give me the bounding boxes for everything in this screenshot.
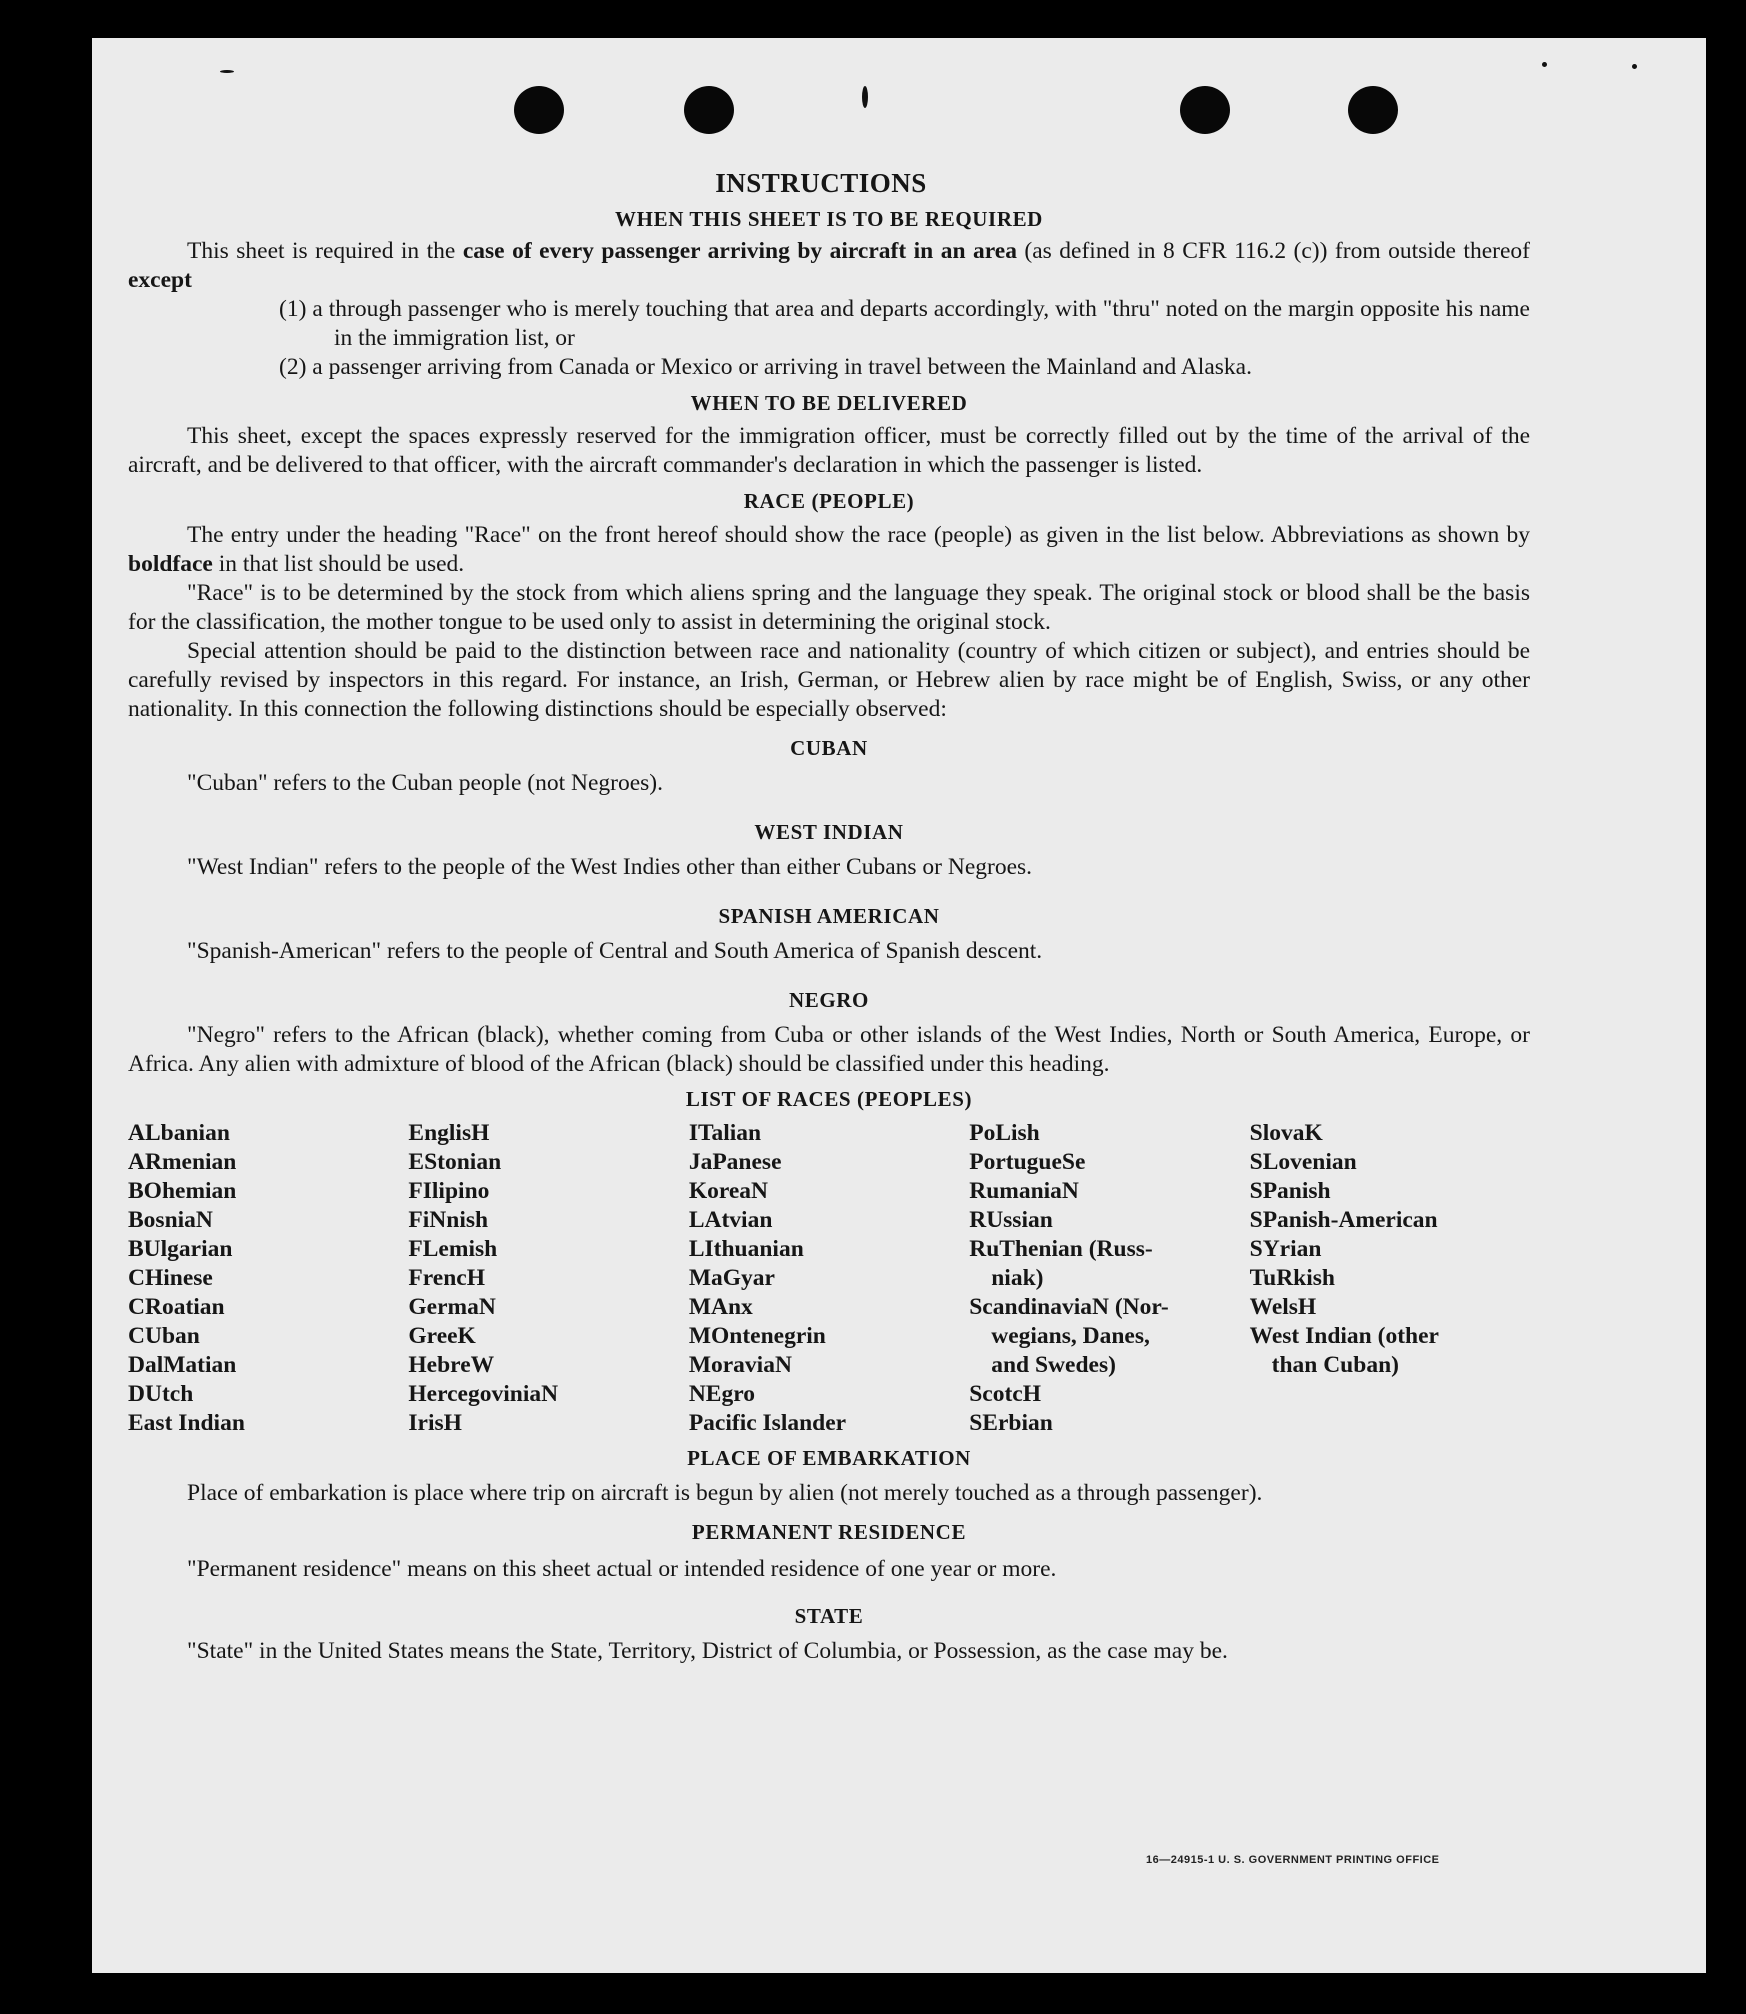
race-item: West Indian (other bbox=[1249, 1322, 1439, 1349]
race-item: TuRkish bbox=[1249, 1264, 1335, 1291]
race-item: ScotcH bbox=[969, 1380, 1042, 1407]
race-paragraph-2: "Race" is to be determined by the stock from which aliens spring and the language they speak. The original stock or blood shall be the basis for the classification, the mother tongue to be used only to assist in determining the original stock. bbox=[128, 579, 1530, 635]
race-item: niak) bbox=[991, 1264, 1044, 1291]
embarkation-text: Place of embarkation is place where trip on aircraft is begun by alien (not merely touched as a through passenger). bbox=[187, 1479, 1263, 1506]
race-item: DUtch bbox=[128, 1380, 194, 1407]
race-item: ALbanian bbox=[128, 1119, 230, 1146]
race-item: MOntenegrin bbox=[688, 1322, 826, 1349]
races-column bbox=[1250, 1119, 1530, 1438]
race-item: and Swedes) bbox=[991, 1351, 1116, 1378]
heading-west-indian: WEST INDIAN bbox=[754, 819, 904, 844]
race-item: NEgro bbox=[688, 1380, 755, 1407]
race-item: LIthuanian bbox=[688, 1235, 804, 1262]
race-item: CRoatian bbox=[128, 1293, 225, 1320]
cuban-text: "Cuban" refers to the Cuban people (not Negroes). bbox=[187, 769, 663, 796]
race-item: JaPanese bbox=[688, 1148, 782, 1175]
race-item: ScandinaviaN (Nor- bbox=[969, 1293, 1169, 1320]
heading-state: STATE bbox=[794, 1603, 864, 1628]
punch-hole bbox=[1180, 86, 1230, 134]
residence-text: "Permanent residence" means on this sheet actual or intended residence of one year or more. bbox=[187, 1555, 1057, 1582]
heading-race: RACE (PEOPLE) bbox=[743, 489, 915, 514]
heading-when-delivered: WHEN TO BE DELIVERED bbox=[690, 391, 968, 416]
race-item: CUban bbox=[128, 1322, 200, 1349]
scan-speck bbox=[1632, 64, 1637, 69]
west-indian-text: "West Indian" refers to the people of the West Indies other than either Cubans or Negroes. bbox=[187, 853, 1033, 880]
race-item: SlovaK bbox=[1249, 1119, 1323, 1146]
state-text: "State" in the United States means the State, Territory, District of Columbia, or Possession, as the case may be. bbox=[187, 1638, 1228, 1665]
heading-cuban: CUBAN bbox=[790, 735, 868, 760]
races-list bbox=[128, 1119, 1530, 1438]
race-item: than Cuban) bbox=[1271, 1351, 1399, 1378]
heading-when-required: WHEN THIS SHEET IS TO BE REQUIRED bbox=[615, 207, 1043, 231]
race-item: RUssian bbox=[969, 1206, 1053, 1233]
race-item: Pacific Islander bbox=[688, 1409, 847, 1436]
race-item: FiNnish bbox=[408, 1206, 489, 1233]
race-item: BOhemian bbox=[128, 1177, 237, 1204]
races-column bbox=[689, 1119, 969, 1438]
race-item: PoLish bbox=[969, 1119, 1040, 1146]
punch-hole bbox=[1348, 86, 1398, 134]
race-item: GermaN bbox=[408, 1293, 496, 1320]
races-column bbox=[128, 1119, 408, 1438]
heading-permanent-residence: PERMANENT RESIDENCE bbox=[691, 1519, 967, 1544]
race-item: RuThenian (Russ- bbox=[969, 1235, 1153, 1262]
race-paragraph-3: Special attention should be paid to the distinction between race and nationality (country of which citizen or subject), and entries should be carefully revised by inspectors in this regard. For instance, an Irish, German, or Hebrew alien by race might be of English, Swiss, or any other nationality. In this connection the following distinctions should be especially observed: bbox=[128, 637, 1530, 722]
race-item: SLovenian bbox=[1249, 1148, 1357, 1175]
race-item: FrencH bbox=[408, 1264, 485, 1291]
negro-text: "Negro" refers to the African (black), whether coming from Cuba or other islands of the West Indies, North or South America, Europe, or Africa. Any alien with admixture of blood of the African (black) should be classified under this heading. bbox=[128, 1022, 1530, 1078]
required-intro: This sheet is required in the case of every passenger arriving by aircraft in an area (as defined in 8 CFR 116.2 (c)) from outside thereof except bbox=[128, 238, 1530, 294]
race-item: EnglisH bbox=[408, 1119, 490, 1146]
race-item: DalMatian bbox=[128, 1351, 237, 1378]
race-item: MaGyar bbox=[688, 1264, 775, 1291]
races-column bbox=[408, 1119, 688, 1438]
race-item: BUlgarian bbox=[128, 1235, 233, 1262]
race-item: HebreW bbox=[408, 1351, 495, 1378]
race-item: ITalian bbox=[688, 1119, 762, 1146]
printing-office-code: 16—24915-1 U. S. GOVERNMENT PRINTING OFFICE bbox=[1146, 1854, 1440, 1866]
race-item: KoreaN bbox=[688, 1177, 768, 1204]
heading-negro: NEGRO bbox=[788, 988, 869, 1013]
race-item: EStonian bbox=[408, 1148, 502, 1175]
race-item: MoraviaN bbox=[688, 1351, 792, 1378]
page-title: INSTRUCTIONS bbox=[715, 168, 927, 198]
race-item: SPanish bbox=[1249, 1177, 1331, 1204]
race-item: SYrian bbox=[1249, 1235, 1322, 1262]
race-item: SPanish-American bbox=[1249, 1206, 1438, 1233]
race-item: HercegoviniaN bbox=[408, 1380, 559, 1407]
spanish-american-text: "Spanish-American" refers to the people of Central and South America of Spanish descent. bbox=[187, 938, 1043, 965]
heading-embarkation: PLACE OF EMBARKATION bbox=[687, 1445, 971, 1470]
race-item: IrisH bbox=[408, 1409, 462, 1436]
heading-list-of-races: LIST OF RACES (PEOPLES) bbox=[685, 1087, 973, 1112]
punch-hole bbox=[514, 86, 564, 134]
race-item: East Indian bbox=[128, 1409, 245, 1436]
race-item: GreeK bbox=[408, 1322, 476, 1349]
race-item: wegians, Danes, bbox=[991, 1322, 1150, 1349]
race-item: ARmenian bbox=[128, 1148, 237, 1175]
punch-hole bbox=[684, 86, 734, 134]
scan-speck bbox=[1542, 62, 1547, 67]
race-item: LAtvian bbox=[688, 1206, 773, 1233]
race-item: FIlipino bbox=[408, 1177, 490, 1204]
exception-1: (1) a through passenger who is merely touching that area and departs accordingly, with "thru" noted on the margin opposite his name in the immigration list, or bbox=[279, 296, 1530, 352]
race-item: MAnx bbox=[688, 1293, 753, 1320]
scan-speck bbox=[862, 86, 868, 108]
race-item: PortugueSe bbox=[969, 1148, 1086, 1175]
scan-speck bbox=[220, 70, 234, 73]
race-paragraph-1: The entry under the heading "Race" on the front hereof should show the race (people) as given in the list below. Abbreviations as shown by boldface in that list should be used. bbox=[128, 521, 1530, 577]
exception-2: (2) a passenger arriving from Canada or Mexico or arriving in travel between the Mainland and Alaska. bbox=[279, 354, 1252, 381]
race-item: BosniaN bbox=[128, 1206, 213, 1233]
races-column bbox=[969, 1119, 1249, 1438]
instructions-content bbox=[128, 168, 1530, 1666]
race-item: CHinese bbox=[128, 1264, 213, 1291]
race-item: RumaniaN bbox=[969, 1177, 1079, 1204]
form-sheet bbox=[92, 38, 1706, 1973]
race-item: SErbian bbox=[969, 1409, 1053, 1436]
heading-spanish-american: SPANISH AMERICAN bbox=[718, 903, 940, 928]
race-item: WelsH bbox=[1249, 1293, 1317, 1320]
delivered-text: This sheet, except the spaces expressly reserved for the immigration officer, must be correctly filled out by the time of the arrival of the aircraft, and be delivered to that officer, with the aircraft commander's declaration in which the passenger is listed. bbox=[128, 423, 1530, 479]
race-item: FLemish bbox=[408, 1235, 498, 1262]
